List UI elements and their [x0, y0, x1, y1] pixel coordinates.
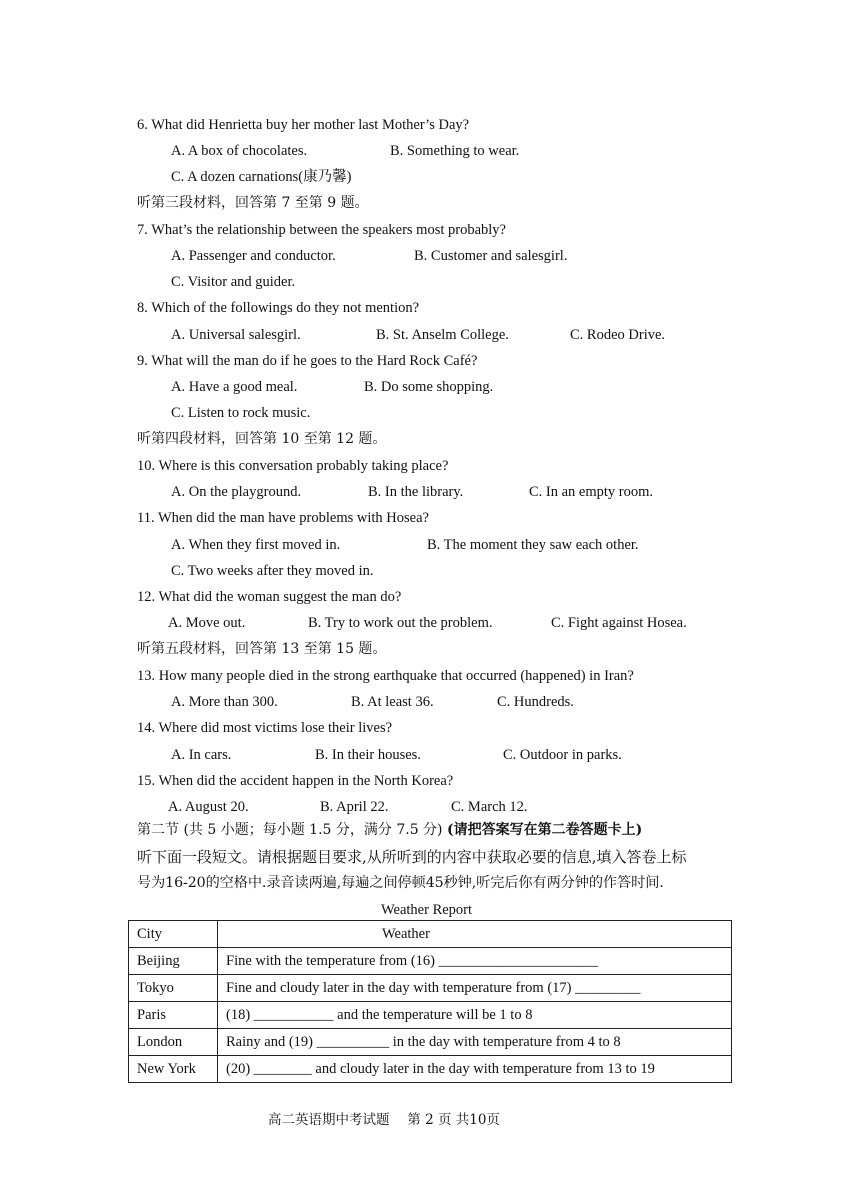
question-15-option-a: A. August 20.: [168, 799, 249, 815]
question-8-option-a: A. Universal salesgirl.: [171, 327, 301, 343]
page-footer: 高二英语期中考试题 第 2 页 共10页: [268, 1112, 500, 1128]
question-12-option-c: C. Fight against Hosea.: [551, 615, 687, 631]
row-weather: Fine and cloudy later in the day with temperature from (17) _________: [218, 975, 732, 1002]
part-2-instruction-line-2: 号为16-20的空格中.录音读两遍,每遍之间停顿45秒钟,听完后你有两分钟的作答时间.: [137, 875, 664, 891]
table-header-row: [129, 921, 732, 948]
row-city: New York: [129, 1056, 218, 1083]
question-13-option-c: C. Hundreds.: [497, 694, 574, 710]
table-row: [129, 1056, 732, 1083]
row-city: Paris: [129, 1002, 218, 1029]
question-11-option-c: C. Two weeks after they moved in.: [171, 563, 374, 579]
question-12-option-a: A. Move out.: [168, 615, 246, 631]
row-city: Beijing: [129, 948, 218, 975]
section-4-instruction: 听第四段材料，回答第 10 至第 12 题。: [137, 431, 387, 447]
row-weather: Rainy and (19) __________ in the day with temperature from 4 to 8: [218, 1029, 732, 1056]
row-weather: Fine with the temperature from (16) ______________________: [218, 948, 732, 975]
question-7-option-b: B. Customer and salesgirl.: [414, 248, 568, 264]
part-2-instruction-line-1: 听下面一段短文。请根据题目要求,从所听到的内容中获取必要的信息,填入答卷上标: [137, 848, 687, 866]
question-9-option-b: B. Do some shopping.: [364, 379, 494, 395]
question-7-option-c: C. Visitor and guider.: [171, 274, 296, 290]
question-6-option-c: C. A dozen carnations(康乃馨): [171, 169, 352, 185]
table-row: [129, 1029, 732, 1056]
question-13-option-b: B. At least 36.: [351, 694, 434, 710]
question-6-stem: 6. What did Henrietta buy her mother last Mother’s Day?: [137, 117, 470, 133]
question-11-option-a: A. When they first moved in.: [171, 537, 341, 553]
table-row: [129, 975, 732, 1002]
question-14-stem: 14. Where did most victims lose their lives?: [137, 720, 393, 736]
question-9-option-a: A. Have a good meal.: [171, 379, 298, 395]
row-city: Tokyo: [129, 975, 218, 1002]
section-3-instruction: 听第三段材料，回答第 7 至第 9 题。: [137, 195, 369, 211]
table-row: [129, 1002, 732, 1029]
question-12-stem: 12. What did the woman suggest the man do?: [137, 589, 402, 605]
question-15-option-b: B. April 22.: [320, 799, 389, 815]
question-8-stem: 8. Which of the followings do they not mention?: [137, 300, 420, 316]
question-6-option-b: B. Something to wear.: [390, 143, 520, 159]
question-12-option-b: B. Try to work out the problem.: [308, 615, 493, 631]
question-14-option-a: A. In cars.: [171, 747, 232, 763]
table-caption: Weather Report: [381, 902, 473, 918]
part-2-heading-text: 第二节 (共 5 小题；每小题 1.5 分，满分 7.5 分): [137, 822, 443, 838]
question-15-stem: 15. When did the accident happen in the North Korea?: [137, 773, 454, 789]
question-14-option-c: C. Outdoor in parks.: [503, 747, 622, 763]
question-13-stem: 13. How many people died in the strong earthquake that occurred (happened) in Iran?: [137, 668, 634, 684]
question-10-option-c: C. In an empty room.: [529, 484, 654, 500]
question-10-stem: 10. Where is this conversation probably taking place?: [137, 458, 449, 474]
section-5-instruction: 听第五段材料，回答第 13 至第 15 题。: [137, 641, 387, 657]
row-weather: (20) ________ and cloudy later in the day with temperature from 13 to 19: [218, 1056, 732, 1083]
question-15-option-c: C. March 12.: [451, 799, 528, 815]
part-2-heading: [137, 821, 642, 839]
question-10-option-a: A. On the playground.: [171, 484, 302, 500]
table-row: [129, 948, 732, 975]
question-13-option-a: A. More than 300.: [171, 694, 278, 710]
question-11-option-b: B. The moment they saw each other.: [427, 537, 639, 553]
question-7-option-a: A. Passenger and conductor.: [171, 248, 336, 264]
header-city: City: [129, 921, 218, 948]
part-2-heading-note: (请把答案写在第二卷答题卡上): [446, 822, 643, 838]
question-9-stem: 9. What will the man do if he goes to the Hard Rock Café?: [137, 353, 478, 369]
row-weather: (18) ___________ and the temperature will be 1 to 8: [218, 1002, 732, 1029]
question-7-stem: 7. What’s the relationship between the speakers most probably?: [137, 222, 506, 238]
question-8-option-c: C. Rodeo Drive.: [570, 327, 666, 343]
weather-report-table: [128, 920, 732, 1083]
row-city: London: [129, 1029, 218, 1056]
question-6-option-a: A. A box of chocolates.: [171, 143, 308, 159]
header-weather: Weather: [218, 921, 732, 948]
question-8-option-b: B. St. Anselm College.: [376, 327, 509, 343]
question-10-option-b: B. In the library.: [368, 484, 464, 500]
question-14-option-b: B. In their houses.: [315, 747, 421, 763]
question-11-stem: 11. When did the man have problems with Hosea?: [137, 510, 429, 526]
question-9-option-c: C. Listen to rock music.: [171, 405, 311, 421]
